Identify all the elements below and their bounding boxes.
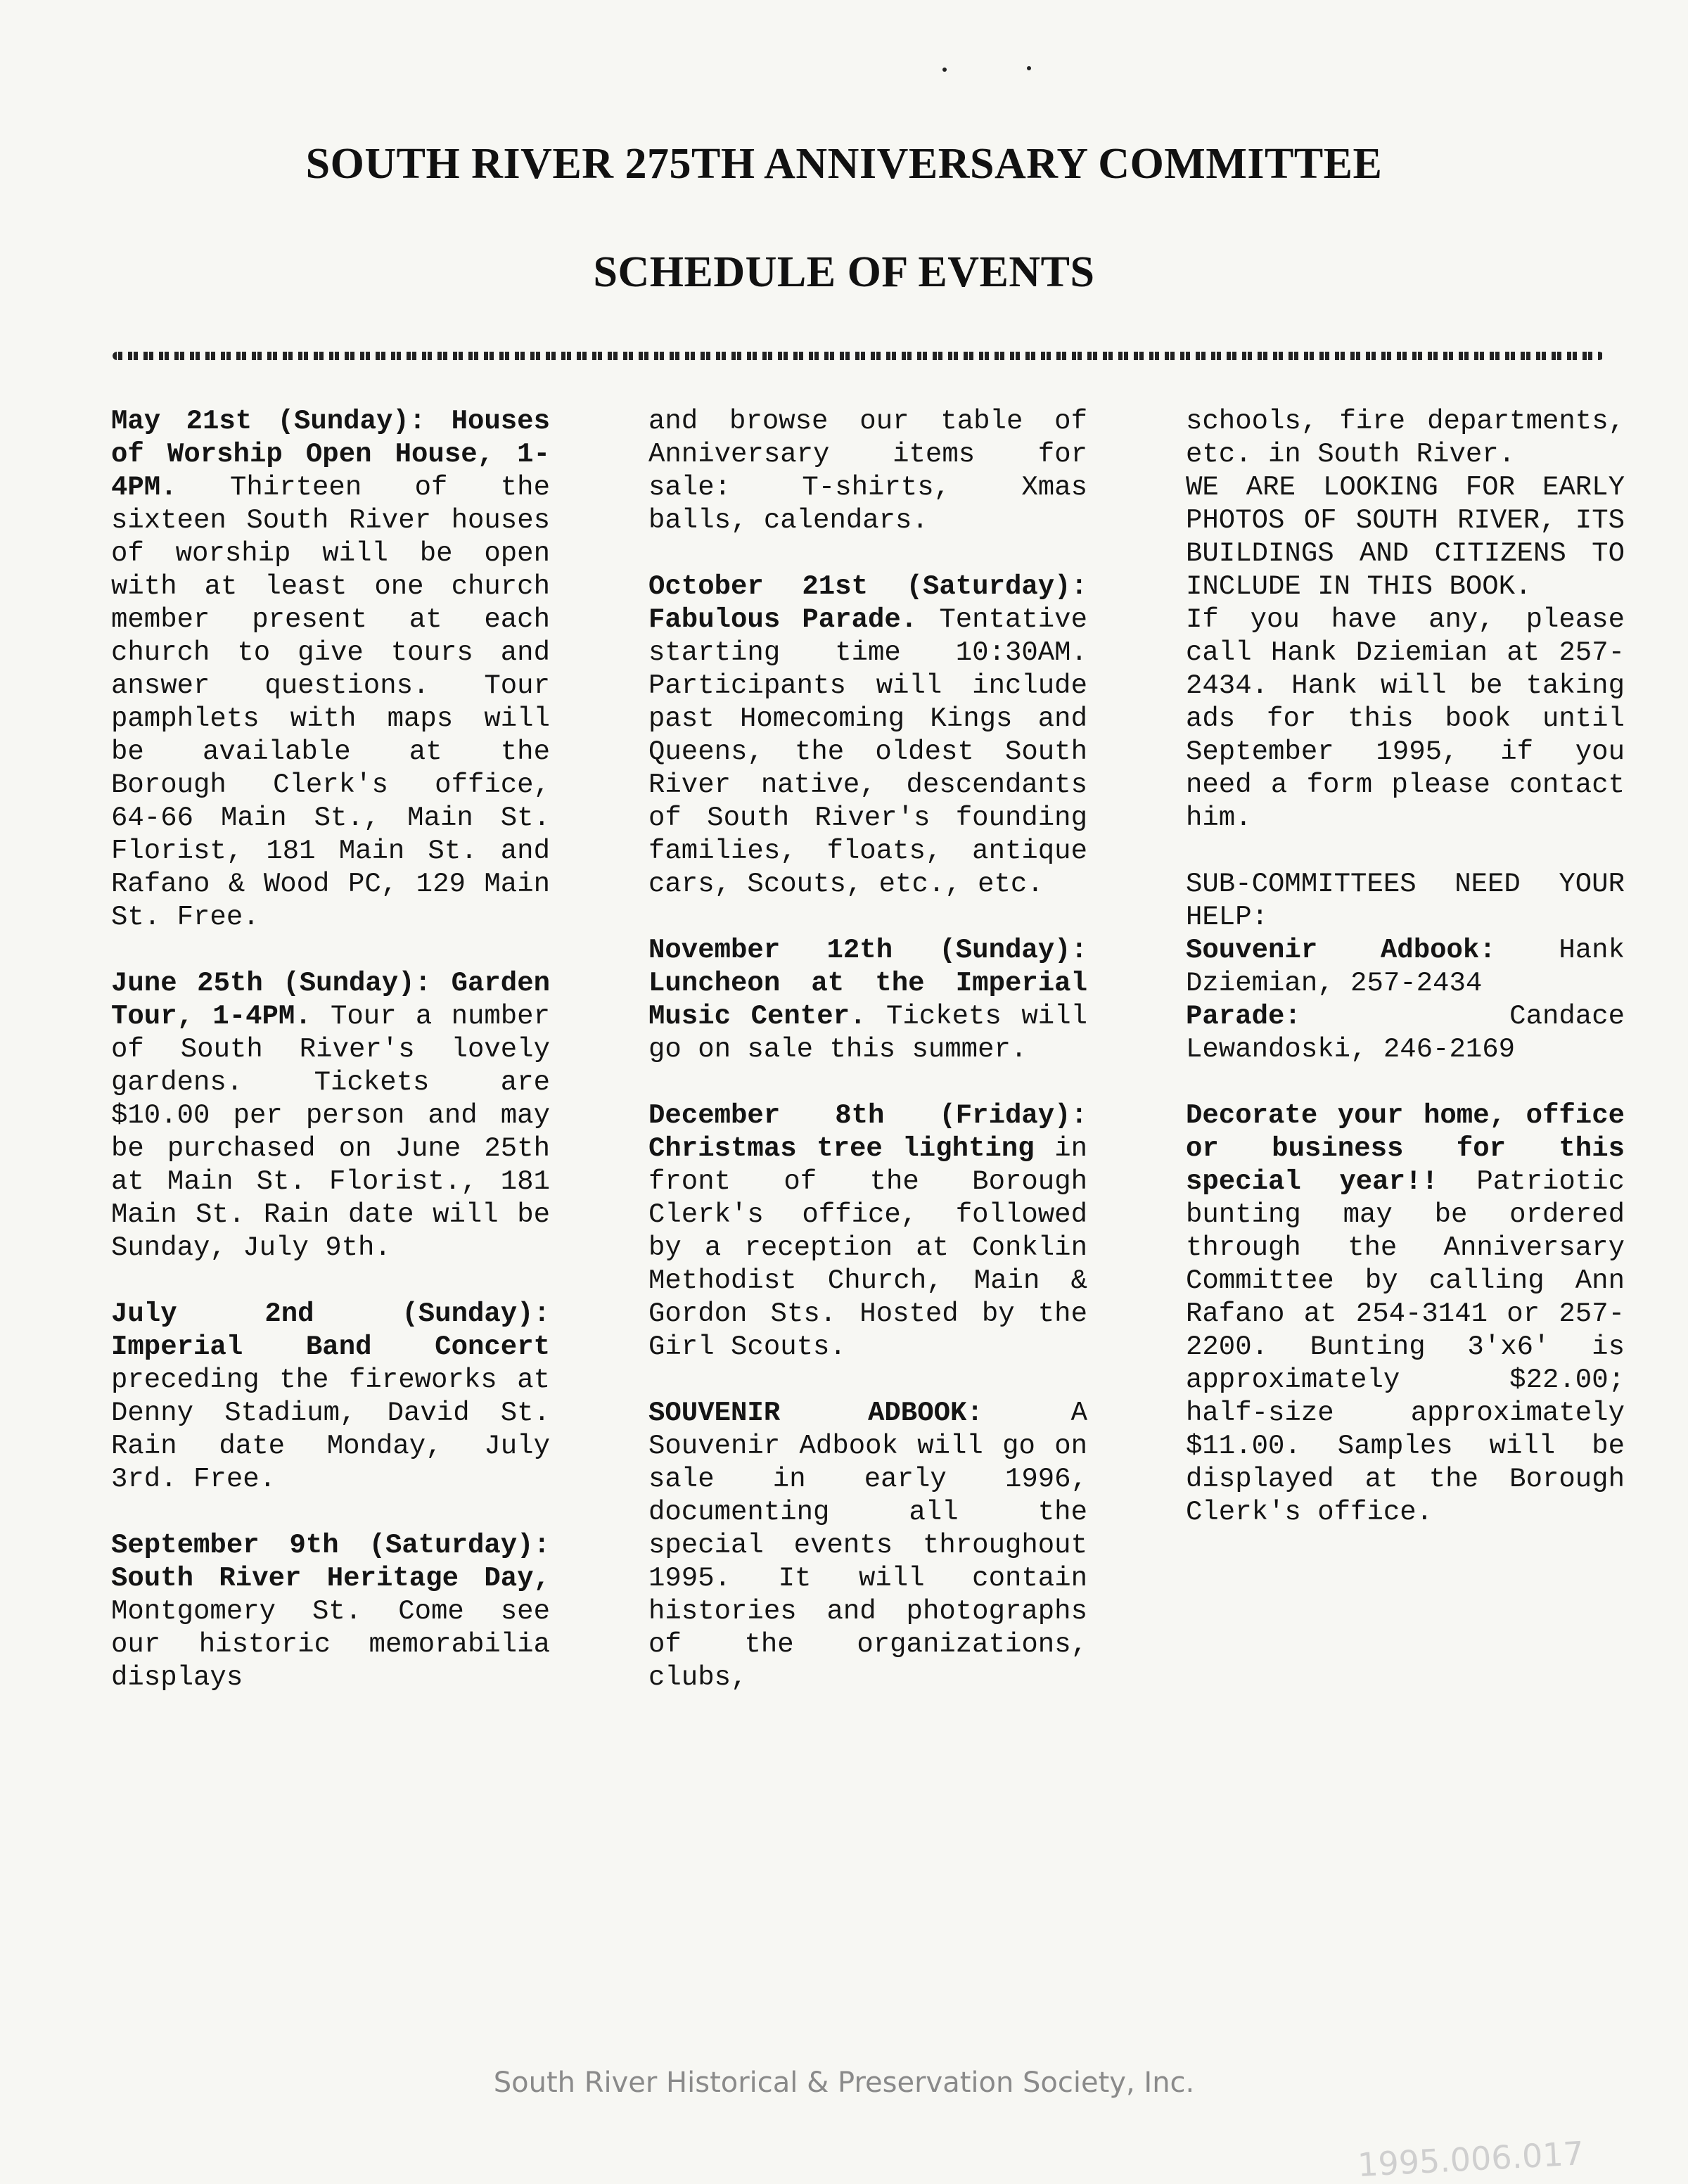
event-june-25 bbox=[111, 967, 550, 1265]
sub-committee-contact: Candace Lewandoski, 246-2169 bbox=[1186, 1001, 1625, 1065]
sub-committee-adbook bbox=[1186, 934, 1625, 1000]
event-september-9-continued bbox=[648, 405, 1087, 537]
event-description: and browse our table of Anniversary items for sale: T-shirts, Xmas balls, calendars. bbox=[648, 406, 1087, 536]
event-description: Tour a number of South River's lovely gardens. Tickets are $10.00 per person and may be purchased on June 25th at Main St. Florist., 181 Main St. Rain date will be Sunday, July 9th. bbox=[111, 1001, 550, 1263]
dashed-divider bbox=[113, 352, 1604, 360]
event-july-2 bbox=[111, 1298, 550, 1496]
event-description: Tickets will go on sale this summer. bbox=[648, 1001, 1088, 1065]
section-heading: SUB-COMMITTEES NEED YOUR HELP: bbox=[1186, 869, 1625, 933]
accession-number: 1995.006.017 bbox=[1356, 2134, 1585, 2184]
event-description: preceding the fireworks at Denny Stadium, David St. Rain date Monday, July 3rd. Free. bbox=[111, 1365, 550, 1495]
section-heading: SOUVENIR ADBOOK: bbox=[648, 1398, 983, 1429]
page-title: SOUTH RIVER 275TH ANNIVERSARY COMMITTEE bbox=[305, 140, 1383, 188]
event-heading: July 2nd (Sunday): Imperial Band Concert bbox=[111, 1298, 550, 1362]
scan-speck bbox=[942, 68, 947, 72]
event-december-8 bbox=[648, 1099, 1087, 1364]
section-heading: Decorate your home, office or business for this special year!! bbox=[1186, 1100, 1625, 1197]
footer-credit: South River Historical & Preservation Society, Inc. bbox=[493, 2067, 1195, 2099]
souvenir-adbook-continued bbox=[1186, 405, 1625, 835]
event-november-12 bbox=[648, 934, 1087, 1066]
column-2 bbox=[648, 405, 1087, 1728]
event-heading: September 9th (Saturday): South River Heritage Day, bbox=[111, 1530, 550, 1594]
sub-committee-label: Souvenir Adbook: bbox=[1186, 935, 1496, 966]
event-october-21 bbox=[648, 570, 1087, 901]
event-description: Montgomery St. Come see our historic memorabilia displays bbox=[111, 1596, 550, 1693]
sub-committee-label: Parade: bbox=[1186, 1001, 1301, 1032]
column-3 bbox=[1186, 405, 1625, 1562]
event-heading-bold-phrase: Christmas tree lighting bbox=[648, 1133, 1035, 1164]
event-may-21 bbox=[111, 405, 550, 934]
event-heading: November 12th (Sunday): Luncheon at the Imperial Music Center. bbox=[648, 935, 1087, 1032]
sub-committee-parade bbox=[1186, 1000, 1625, 1066]
contact-info: If you have any, please call Hank Dziemian at 257-2434. Hank will be taking ads for this book until September 1995, if you need a form please contact him. bbox=[1186, 604, 1625, 834]
event-description: Thirteen of the sixteen South River houses of worship will be open with at least one church member present at each church to give tours and answer questions. Tour pamphlets with maps will be available at the Borough Clerk's office, 64-66 Main St., Main St. Florist, 181 Main St. and Rafano & Wood PC, 129 Main St. Free. bbox=[111, 472, 550, 933]
event-heading: June 25th (Sunday): Garden Tour, 1-4PM. bbox=[111, 968, 550, 1032]
event-september-9 bbox=[111, 1529, 550, 1694]
event-heading: May 21st (Sunday): Houses of Worship Open House, 1-4PM. bbox=[111, 406, 550, 503]
column-1 bbox=[111, 405, 550, 1728]
page-subtitle: SCHEDULE OF EVENTS bbox=[593, 248, 1095, 296]
decorate-notice bbox=[1186, 1099, 1625, 1529]
scan-speck bbox=[1027, 66, 1031, 70]
event-heading: October 21st (Saturday): Fabulous Parade. bbox=[648, 571, 1087, 635]
event-description: Tentative starting time 10:30AM. Participants will include past Homecoming Kings and Queens, the oldest South River native, descendants of South River's founding families, floats, antique cars, Scouts, etc., etc. bbox=[648, 604, 1087, 900]
sub-committee-contact: Hank Dziemian, 257-2434 bbox=[1186, 935, 1625, 999]
section-description: schools, fire departments, etc. in South River. bbox=[1186, 406, 1625, 470]
sub-committees bbox=[1186, 868, 1625, 1066]
section-description: Patriotic bunting may be ordered through the Anniversary Committee by calling Ann Rafano at 254-3141 or 257-2200. Bunting 3'x6' is approximately $22.00; half-size approximately $11.00. Samples will be displayed at the Borough Clerk's office. bbox=[1186, 1166, 1625, 1528]
photo-request: WE ARE LOOKING FOR EARLY PHOTOS OF SOUTH RIVER, ITS BUILDINGS AND CITIZENS TO INCLUDE IN THIS BOOK. bbox=[1186, 472, 1625, 602]
section-description: A Souvenir Adbook will go on sale in early 1996, documenting all the special events throughout 1995. It will contain histories and photographs of the organizations, clubs, bbox=[648, 1398, 1087, 1693]
event-description: in front of the Borough Clerk's office, followed by a reception at Conklin Methodist Church, Main & Gordon Sts. Hosted by the Girl Scouts. bbox=[648, 1133, 1088, 1362]
event-heading: December 8th (Friday): bbox=[648, 1100, 1087, 1131]
souvenir-adbook bbox=[648, 1397, 1087, 1694]
